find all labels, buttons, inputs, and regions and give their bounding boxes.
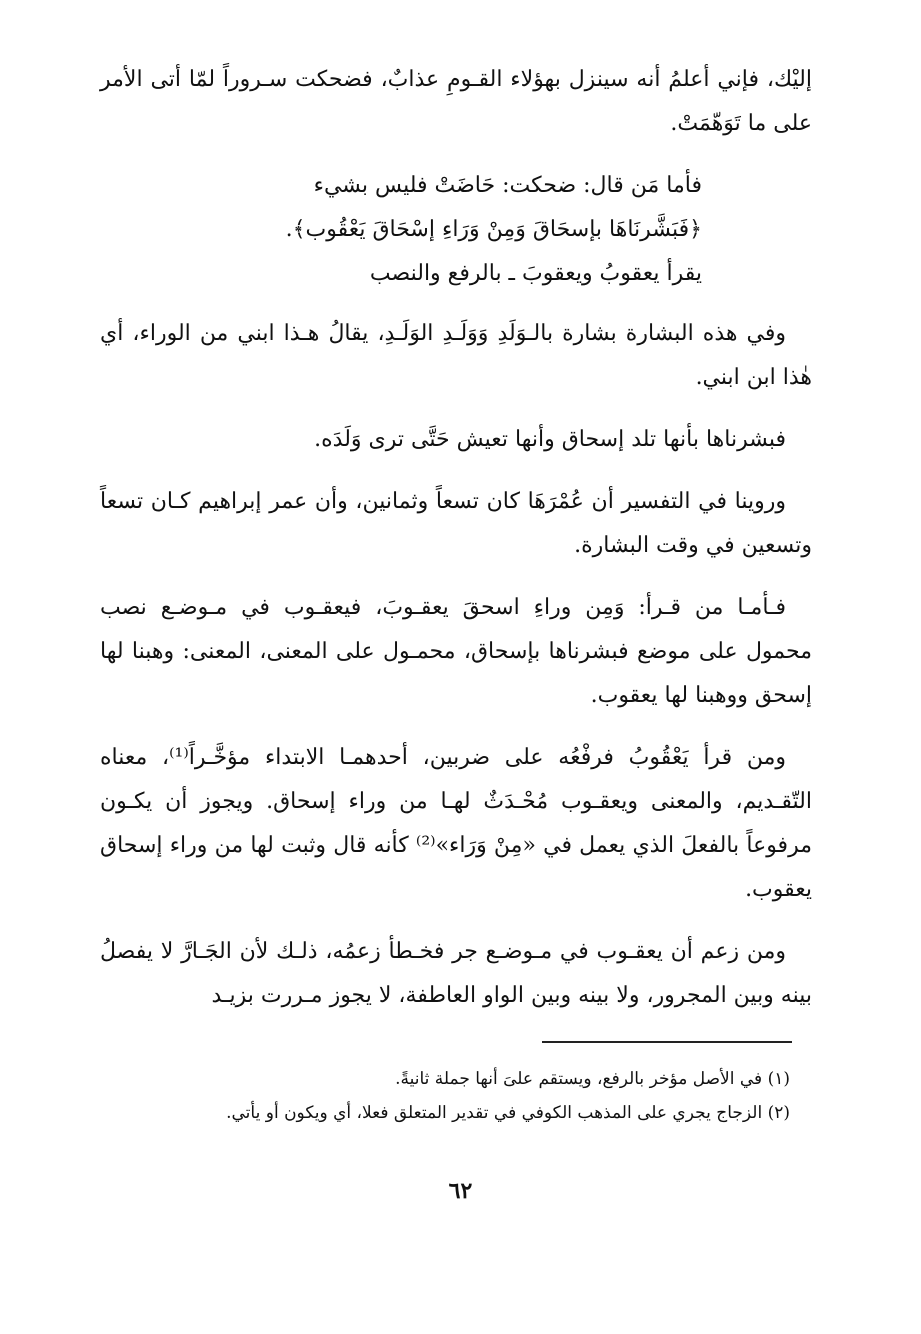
paragraph-5: فـأمـا من قـرأ: وَمِن وراءِ اسحقَ يعقـوبَ، فيعقـوب في مـوضـع نصب محمول على موضع فبشرناها بإسحاق، محمـول على المعنى، المعنى: وهبنا لها إسحق ووهبنا لها يعقوب. bbox=[100, 595, 812, 708]
footnote-divider bbox=[542, 1041, 792, 1043]
paragraph-6: ومن قرأ يَعْقُوبُ فرفْعُه على ضربين، أحدهمـا الابتداء مؤخَّـراً⁽¹⁾، معناه التّقـديم، والمعنى ويعقـوب مُحْـدَثٌ لهـا من وراء إسحاق. ويجوز أن يكـون مرفوعاً بالفعلَ الذي يعمل في «مِنْ وَرَاء»⁽²⁾ كأنه قال وثبت لها من وراء إسحاق يعقوب. bbox=[100, 745, 813, 902]
footnote-2: (٢) الزجاج يجري على المذهب الكوفي في تقدير المتعلق فعلا، أي ويكون أو يأتي. bbox=[226, 1103, 790, 1123]
paragraph-1: إليْك، فإني أعلمُ أنه سينزل بهؤلاء القـومِ عذابٌ، فضحكت سـروراً لمّا أتى الأمر على ما تَوَهّمَتْ. bbox=[100, 67, 812, 136]
reading-note: يقرأ يعقوبُ ويعقوبَ ـ بالرفع والنصب bbox=[369, 261, 702, 286]
quote-intro: فأما مَن قال: ضحكت: حَاضَتْ فليس بشيء bbox=[313, 173, 702, 198]
quran-verse: ﴿فَبَشَّرنَاهَا بإسحَاقَ وَمِنْ وَرَاءِ إسْحَاقَ يَعْقُوب﴾. bbox=[285, 217, 702, 242]
paragraph-7: ومن زعم أن يعقـوب في مـوضـع جر فخـطأ زعمُه، ذلـك لأن الجَـارَّ لا يفصلُ بينه وبين المجرور، ولا بينه وبين الواو العاطفة، لا يجوز مـررت بزيـد bbox=[100, 939, 812, 1008]
paragraph-4: وروينا في التفسير أن عُمْرَهَا كان تسعاً وثمانين، وأن عمر إبراهيم كـان تسعاً وتسعين في وقت البشارة. bbox=[100, 489, 812, 558]
quran-quote-block bbox=[100, 164, 702, 296]
page-number: ٦٢ bbox=[448, 1178, 473, 1204]
footnotes bbox=[100, 1062, 790, 1130]
page-body bbox=[100, 58, 812, 1036]
paragraph-3: فبشرناها بأنها تلد إسحاق وأنها تعيش حَتَّى ترى وَلَدَه. bbox=[314, 427, 786, 452]
footnote-1: (١) في الأصل مؤخر بالرفع، ويستقم علىَ أنها جملة ثانيةً. bbox=[395, 1069, 790, 1089]
paragraph-2: وفي هذه البشارة بشارة بالـوَلَدِ وَوَلَـدِ الوَلَـدِ، يقالُ هـذا ابني من الوراء، أي هٰذا ابن ابني. bbox=[100, 321, 812, 390]
